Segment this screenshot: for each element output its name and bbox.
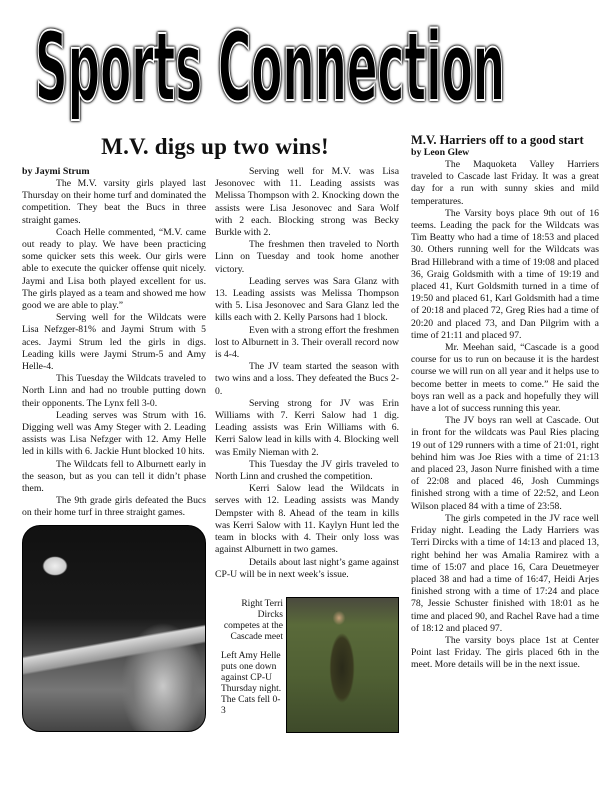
article-paragraph: Mr. Meehan said, “Cascade is a good course for us to run on because it is the hardest course we will run on all year and it helps use to become better in meets to come.” He said the boys ran well as a pack and hopefully they will have a lot of success running this year. [411, 342, 599, 415]
article-paragraph: Kerri Salow lead the Wildcats in serves with 12. Leading assists was Mandy Dempster with 8. Ahead of the team in kills was Kerri Salow with 11. Kaylyn Hunt led the team in blocks with 4. Their only loss was against Alburnett in two games. [215, 483, 399, 556]
article-paragraph: Serving well for M.V. was Lisa Jesonovec with 11. Leading assists was Melissa Thompson with 2. Knocking down the assists were Lisa Jesonovec and Sara Wolf with 2 each. Blocking strong was Becky Burkle with 2. [215, 166, 399, 239]
column-2-body [215, 166, 399, 581]
article-paragraph: The Wildcats fell to Alburnett early in the season, but as you can tell it didn’t phase them. [22, 458, 206, 495]
article-paragraph: The JV boys ran well at Cascade. Out in front for the wildcats was Paul Ries placing 19 out of 129 runners with a time of 21:01, right behind him was Joe Ries with a time of 21:13 and placed 23, Jason Nurre finished with a time of 22:08 and placed 46, Josh Cummings finished strong with a time of 22:52, and Leon Wilson placed 84 with a time of 23:58. [411, 415, 599, 512]
article-column-2 [215, 166, 399, 733]
article-column-1 [22, 166, 206, 732]
photo-block [215, 597, 399, 733]
article-paragraph: The 9th grade girls defeated the Bucs on their home turf in three straight games. [22, 495, 206, 519]
article-paragraph: The varsity boys place 1st at Center Point last Friday. The girls placed 6th in the meet. More details will be in the next issue. [411, 634, 599, 671]
article-paragraph: Leading serves was Sara Glanz with 13. Leading assists was Melissa Thompson with 5. Lisa Jesonovec and Sara Glanz led the kills each with 2. Kelly Parsons had 1 block. [215, 275, 399, 324]
cross-country-runner-photo [286, 597, 399, 733]
article-paragraph: The freshmen then traveled to North Linn on Tuesday and took home another victory. [215, 239, 399, 275]
article-paragraph: Details about last night’s game against CP-U will be in next week’s issue. [215, 556, 399, 580]
article-paragraph: Leading serves was Strum with 16. Digging well was Amy Steger with 2. Leading assists was Lisa Nefzger with 12. Amy Helle led in kills with 6. Jackie Hunt blocked 10 hits. [22, 409, 206, 458]
article-paragraph: Coach Helle commented, “M.V. came out ready to play. We have been practicing some quicker sets this week. Our girls were able to execute the quicker offense quit nicely. Jaymi and Lisa both played excellent for us. The girls played as a team and showed me how good we are able to play.” [22, 226, 206, 312]
article-paragraph: The M.V. varsity girls played last Thursday on their home turf and dominated the competition. They beat the Bucs in three straight games. [22, 178, 206, 226]
article-headline: M.V. digs up two wins! [101, 134, 329, 159]
article2-headline: M.V. Harriers off to a good start [411, 133, 584, 147]
volleyball-photo [22, 525, 206, 732]
article-paragraph: The girls competed in the JV race well Friday night. Leading the Lady Harriers was Terri Dircks with a time of 14:13 and placed 13, right behind her was Amalia Ramirez with a time of 15:07 and place 16, Cara Deuetmeyer placed 38 and had a time of 16:47, Heidi Arjes finished strong with a time of 17:24 and place 78, Jessie Schuster finished with 18:01 as he time and placed 90, and Rachel Rave had a time of 18:12 and placed 97. [411, 512, 599, 634]
masthead-title: Sports Connection [35, 13, 505, 123]
photo-captions [221, 599, 283, 717]
article-column-3 [411, 133, 599, 672]
masthead-logo [0, 0, 612, 130]
photo-caption-left: Left Amy Helle puts one down against CP-U Thursday night. The Cats fell 0-3 [221, 650, 282, 716]
article-paragraph: The Maquoketa Valley Harriers traveled to Cascade last Friday. It was a great day for a run with sunny skies and mild temperatures. [411, 159, 599, 207]
article-paragraph: Serving strong for JV was Erin Williams with 7. Kerri Salow had 1 dig. Leading assists was Erin Williams with 6. Kerri Salow lead in kills with 4. Blocking well was Emily Nieman with 2. [215, 397, 399, 458]
article2-byline: by Leon Glew [411, 147, 470, 158]
article-paragraph: The Varsity boys place 9th out of 16 teems. Leading the pack for the Wildcats was Tim Beatty who had a time of 18:53 and placed 30. Others running well for the Wildcats was Brad Hillebrand with a time of 19:08 and placed 36, Graig Goldsmith with a time of 19:19 and placed 41, Kurt Goldsmith turned in a time of 19:50 and placed 61, Karl Goldsmith had a time of 20:18 and placed 72, Greg Ries had a time of 20:20 and placed 73, and Dan Pilgrim with a time of 21:11 and placed 97. [411, 207, 599, 341]
article-byline: by Jaymi Strum [22, 166, 90, 177]
column-3-body [411, 159, 599, 672]
article-paragraph: This Tuesday the JV girls traveled to North Linn and crushed the competition. [215, 458, 399, 483]
article-paragraph: This Tuesday the Wildcats traveled to North Linn and had no trouble putting down their opponents. The Lynx fell 3-0. [22, 373, 206, 409]
column-1-body [22, 178, 206, 520]
article-paragraph: Even with a strong effort the freshmen lost to Alburnett in 3. Their overall record now is 4-4. [215, 324, 399, 361]
photo-caption-right: Right Terri Dircks competes at the Cascade meet [223, 598, 283, 642]
article-paragraph: Serving well for the Wildcats were Lisa Nefzger-81% and Jaymi Strum with 5 aces. Jaymi Strum led the girls in digs. Leading kills were Jaymi Strum-5 and Amy Helle-4. [22, 312, 206, 373]
article-paragraph: The JV team started the season with two wins and a loss. They defeated the Bucs 2-0. [215, 361, 399, 397]
